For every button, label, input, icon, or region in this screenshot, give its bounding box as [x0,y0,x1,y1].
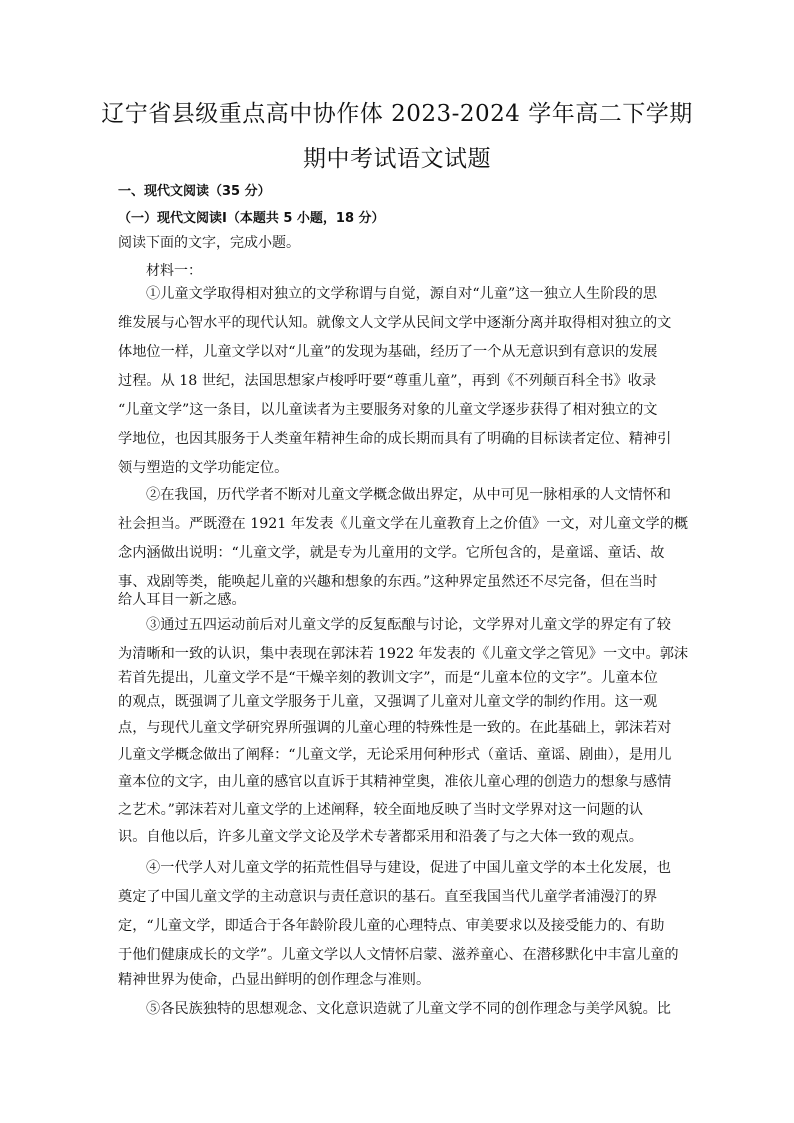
passage-line: 事、戏剧等类，能唤起儿童的兴趣和想象的东西。”这种界定虽然还不尽完备，但在当时 [118,574,658,590]
passage-line: 给人耳目一新之感。 [118,592,246,608]
document-subtitle: 期中考试语文试题 [303,146,491,172]
passage-line: 于他们健康成长的文学”。儿童文学以人文情怀启蒙、滋养童心、在潜移默化中丰富儿童的 [118,947,679,963]
passage-line: 若首先提出，儿童文学不是“干燥辛刻的教训文字”，而是“儿童本位的文字”。儿童本位 [118,670,658,686]
passage-line: 体地位一样，儿童文学以对“儿童”的发现为基础，经历了一个从无意识到有意识的发展 [118,344,658,360]
passage-line: 学地位，也因其服务于人类童年精神生命的成长期而具有了明确的目标读者定位、精神引 [118,431,672,447]
passage-line: ③通过五四运动前后对儿童文学的反复酝酿与讨论，文学界对儿童文学的界定有了较 [146,617,671,633]
passage-line: 识。自他以后，许多儿童文学文论及学术专著都采用和沿袭了与之大体一致的观点。 [118,829,643,845]
passage-line: 维发展与心智水平的现代认知。就像文人文学从民间文学中逐渐分离并取得相对独立的文 [118,315,672,331]
passage-line: 为清晰和一致的认识，集中表现在郭沫若 1922 年发表的《儿童文学之管见》一文中。郭沫 [118,646,689,662]
passage-line: ①儿童文学取得相对独立的文学称谓与自觉，源自对“儿童”这一独立人生阶段的思 [146,286,658,302]
passage-line: ②在我国，历代学者不断对儿童文学概念做出界定，从中可见一脉相承的人文情怀和 [146,487,671,503]
passage-line: 社会担当。严既澄在 1921 年发表《儿童文学在儿童教育上之价值》一文，对儿童文学的概 [118,516,689,532]
passage-line: 定，“儿童文学，即适合于各年龄阶段儿童的心理特点、审美要求以及接受能力的、有助 [118,918,665,934]
document-title: 辽宁省县级重点高中协作体 2023-2024 学年高二下学期 [101,101,693,127]
passage-line: 儿童文学概念做出了阐释：“儿童文学，无论采用何种形式（童话、童谣、剧曲），是用儿 [118,747,672,763]
reading-instruction: 阅读下面的文字，完成小题。 [118,235,300,251]
passage-line: ⑤各民族独特的思想观念、文化意识造就了儿童文学不同的创作理念与美学风貌。比 [146,1001,671,1017]
passage-line: 奠定了中国儿童文学的主动意识与责任意识的基石。直至我国当代儿童学者浦漫汀的界 [118,889,658,905]
passage-line: 念内涵做出说明：“儿童文学，就是专为儿童用的文学。它所包含的，是童谣、童话、故 [118,545,665,561]
passage-line: ④一代学人对儿童文学的拓荒性倡导与建设，促进了中国儿童文学的本土化发展，也 [146,860,671,876]
subsection-heading: （一）现代文阅读Ⅰ（本题共 5 小题，18 分） [118,211,385,226]
passage-line: 之艺术。”郭沫若对儿童文学的上述阐释，较全面地反映了当时文学界对这一问题的认 [118,802,644,818]
passage-line: 童本位的文字，由儿童的感官以直诉于其精神堂奥，准依儿童心理的创造力的想象与感情 [118,774,672,790]
passage-line: 的观点，既强调了儿童文学服务于儿童，又强调了儿童对儿童文学的制约作用。这一观 [118,694,658,710]
passage-line: 点，与现代儿童文学研究界所强调的儿童心理的特殊性是一致的。在此基础上，郭沫若对 [118,720,672,736]
passage-line: “儿童文学”这一条目，以儿童读者为主要服务对象的儿童文学逐步获得了相对独立的文 [118,402,658,418]
material-label: 材料一： [146,263,202,279]
passage-line: 精神世界为使命，凸显出鲜明的创作理念与准则。 [118,972,431,988]
section-heading: 一、现代文阅读（35 分） [118,184,271,199]
passage-line: 过程。从 18 世纪，法国思想家卢梭呼吁要“尊重儿童”，再到《不列颠百科全书》收录 [118,373,657,389]
passage-line: 领与塑造的文学功能定位。 [118,460,289,476]
